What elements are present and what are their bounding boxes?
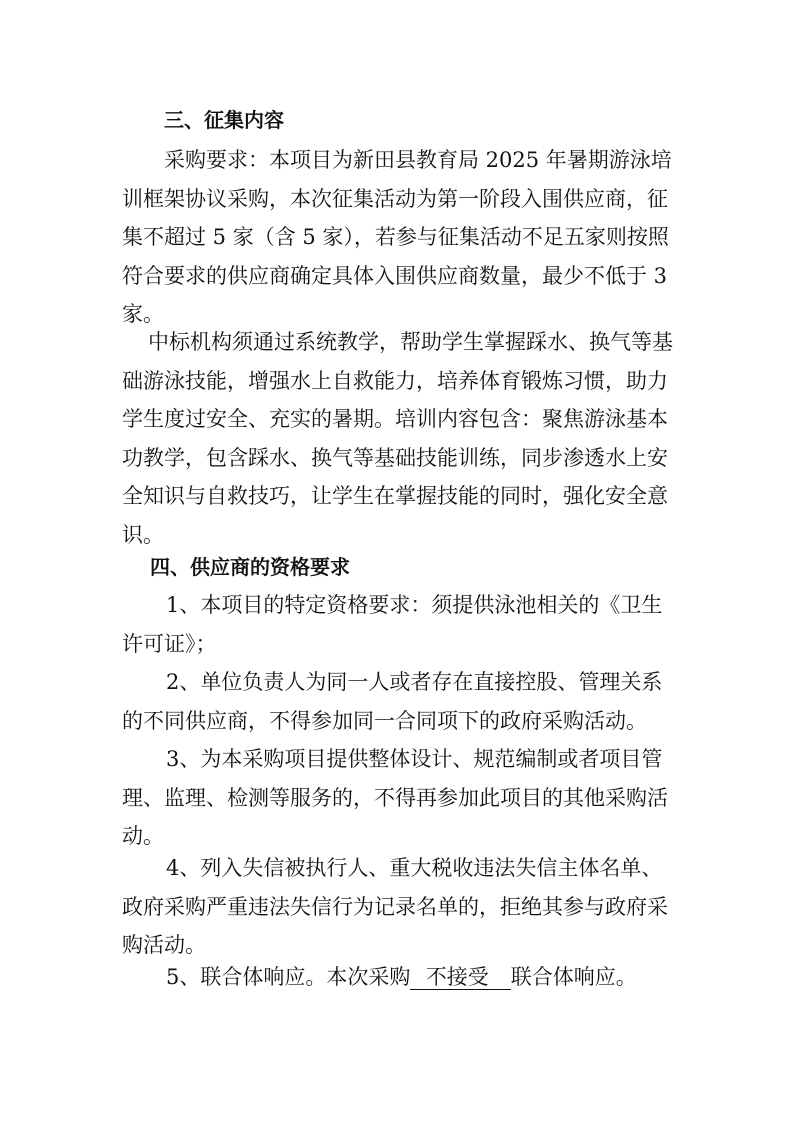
text-line: 理、监理、检测等服务的，不得再参加此项目的其他采购活 — [122, 785, 668, 810]
qualification-item-1 — [122, 586, 682, 663]
procurement-requirements-paragraph — [122, 141, 682, 334]
text-line: 购活动。 — [122, 933, 206, 957]
text-line: 4、列入失信被执行人、重大税收违法失信主体名单、 — [166, 856, 663, 880]
qualification-item-2 — [122, 663, 682, 740]
text-line: 采购要求：本项目为新田县教育局 2025 年暑期游泳培 — [164, 148, 672, 172]
text-line: 1、本项目的特定资格要求：须提供泳池相关的《卫生 — [166, 593, 663, 617]
text-line: 中标机构须通过系统教学，帮助学生掌握踩水、换气等基 — [148, 330, 673, 354]
text-line: 础游泳技能，增强水上自救能力，培养体育锻炼习惯，助力 — [122, 368, 668, 393]
text-line — [122, 958, 682, 997]
text-line: 2、单位负责人为同一人或者存在直接控股、管理关系 — [166, 670, 663, 694]
qualification-item-3 — [122, 740, 682, 856]
text-line: 集不超过 5 家（含 5 家），若参与征集活动不足五家则按照 — [122, 225, 669, 249]
text-line: 政府采购严重违法失信行为记录名单的，拒绝其参与政府采 — [122, 894, 668, 919]
text-line: 训框架协议采购，本次征集活动为第一阶段入围供应商，征 — [122, 186, 668, 211]
text-line: 识。 — [122, 522, 164, 547]
text-line: 动。 — [122, 824, 164, 848]
qualification-item-5 — [122, 958, 682, 997]
text-line: 家。 — [122, 302, 164, 326]
section-4-heading: 四、供应商的资格要求 — [150, 555, 350, 579]
text-line: 全知识与自救技巧，让学生在掌握技能的同时，强化安全意 — [122, 484, 668, 508]
text-line: 3、为本采购项目提供整体设计、规范编制或者项目管 — [166, 747, 663, 771]
text-line: 功教学，包含踩水、换气等基础技能训练，同步渗透水上安 — [122, 445, 668, 470]
section-3-heading: 三、征集内容 — [164, 108, 284, 132]
text-line: 符合要求的供应商确定具体入围供应商数量，最少不低于 3 — [122, 263, 668, 288]
text-line: 的不同供应商，不得参加同一合同项下的政府采购活动。 — [122, 708, 647, 733]
text-line: 许可证》； — [122, 631, 217, 656]
qualification-item-4 — [122, 849, 682, 965]
item-5-suffix: 联合体响应。 — [510, 965, 637, 989]
consortium-acceptance-value: 不接受 — [425, 965, 489, 989]
text-line: 学生度过安全、充实的暑期。培训内容包含：聚焦游泳基本 — [122, 407, 668, 431]
consortium-acceptance-blank — [410, 966, 510, 990]
item-5-prefix: 5、联合体响应。本次采购 — [166, 965, 411, 989]
training-content-paragraph — [122, 323, 682, 554]
